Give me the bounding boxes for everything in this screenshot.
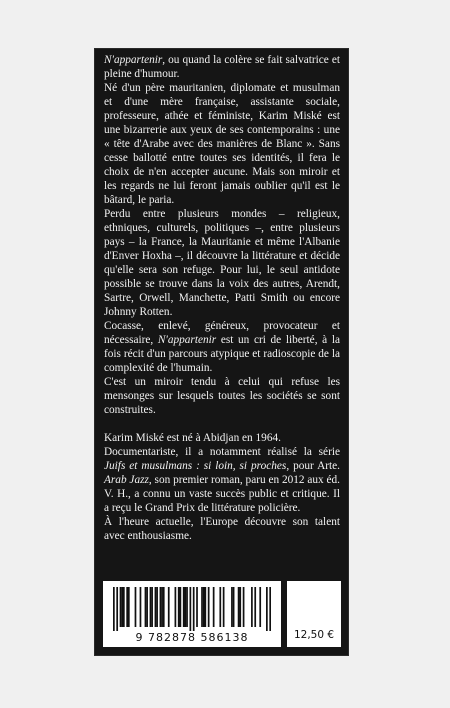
barcode xyxy=(103,581,281,647)
barcode-bar xyxy=(161,587,163,627)
blurb-paragraph-4: Cocasse, enlevé, généreux, provocateur et nécessaire, N'appartenir est un cri de liberté, à la fois récit d'un parcours atypique et radioscopie de la complexité de l'humain. xyxy=(104,320,340,374)
barcode-bar xyxy=(135,587,137,627)
barcode-bar xyxy=(238,587,240,627)
barcode-bar xyxy=(204,587,206,627)
barcode-bar xyxy=(190,587,192,631)
barcode-bar xyxy=(269,587,271,631)
barcode-bars xyxy=(113,587,271,631)
barcode-bar xyxy=(146,587,148,627)
isbn-number: 9 782878 586138 xyxy=(135,631,249,644)
barcode-bar xyxy=(126,587,128,627)
barcode-bar xyxy=(223,587,225,627)
barcode-bar xyxy=(120,587,122,627)
blurb-paragraph-1: N'appartenir, ou quand la colère se fait salvatrice et pleine d'humour. xyxy=(104,54,340,80)
barcode-bar xyxy=(219,587,221,627)
blurb-paragraph-3: Perdu entre plusieurs mondes – religieux, ethniques, culturels, politiques –, entre plusieurs pays – la France, la Mauritanie et même l'Albanie d'Enver Hoxha –, il découvre la littérature et décide qu'elle sera son refuge. Pour lui, le seul antidote possible se trouve dans la voix des autres, Arendt, Sartre, Orwell, Manchette, Patti Smith ou encore Johnny Rotten. xyxy=(104,208,340,318)
barcode-bar xyxy=(239,587,241,627)
price-label: 12,50 € xyxy=(293,629,335,641)
series-title: Juifs et musulmans : si loin, si proches xyxy=(104,460,287,472)
blurb-paragraph-2: Né d'un père mauritanien, diplomate et musulman et d'une mère française, assistante sociale, professeure, athée et féministe, Karim Miské est une bizarrerie aux yeux de ses contemporains : une « tête d'Arabe avec des manières de Blanc ». Sans cesse ballotté entre toutes ses identités, il fera le choix de n'en accepter aucune. Mais son miroir et les regards ne lui feront jamais oublier qu'il est le bâtard, le paria. xyxy=(104,82,340,206)
barcode-bar xyxy=(163,587,165,627)
barcode-bar xyxy=(254,587,256,627)
barcode-bar xyxy=(128,587,130,627)
barcode-bar xyxy=(259,587,261,627)
barcode-bar xyxy=(155,587,157,627)
barcode-bar xyxy=(178,587,180,627)
barcode-bar xyxy=(168,587,170,627)
barcode-bar xyxy=(251,587,253,627)
barcode-bar xyxy=(160,587,162,627)
barcode-bar xyxy=(121,587,123,627)
barcode-bar xyxy=(123,587,125,627)
text-panel xyxy=(94,48,349,656)
barcode-bar xyxy=(140,587,142,627)
barcode-bar xyxy=(156,587,158,627)
barcode-bar xyxy=(151,587,153,627)
novel-title: Arab Jazz xyxy=(104,474,149,486)
barcode-bar xyxy=(186,587,188,627)
barcode-bar xyxy=(185,587,187,627)
barcode-bar xyxy=(180,587,182,627)
barcode-bar xyxy=(266,587,268,631)
barcode-bar xyxy=(113,587,115,631)
price-box xyxy=(287,581,341,647)
barcode-bar xyxy=(193,587,195,631)
barcode-bar xyxy=(175,587,177,627)
book-title: N'appartenir xyxy=(157,334,217,346)
author-bio-2: Documentariste, il a notamment réalisé la série Juifs et musulmans : si loin, si proches, pour Arte. Arab Jazz, son premier roman, paru en 2012 aux éd. V. H., a connu un vaste succès public et critique. Il a reçu le Grand Prix de littérature policière. xyxy=(104,446,340,514)
barcode-bar xyxy=(203,587,205,627)
barcode-bar xyxy=(231,587,233,627)
barcode-bar xyxy=(145,587,147,627)
barcode-bar xyxy=(196,587,198,627)
barcode-bar xyxy=(183,587,185,627)
barcode-bar xyxy=(233,587,235,627)
author-bio-3: À l'heure actuelle, l'Europe découvre son talent avec enthousiasme. xyxy=(104,516,340,542)
author-bio-1: Karim Miské est né à Abidjan en 1964. xyxy=(104,432,281,444)
blurb-paragraph-5: C'est un miroir tendu à celui qui refuse les mensonges sur lesquels toutes les sociétés se sont construites. xyxy=(104,376,340,416)
barcode-bar xyxy=(116,587,118,631)
barcode-bar xyxy=(213,587,215,627)
barcode-bar xyxy=(243,587,245,627)
barcode-bar xyxy=(208,587,210,627)
blurb-text xyxy=(104,53,340,543)
barcode-bar xyxy=(201,587,203,627)
barcode-bar xyxy=(150,587,152,627)
book-title: N'appartenir xyxy=(104,54,163,66)
